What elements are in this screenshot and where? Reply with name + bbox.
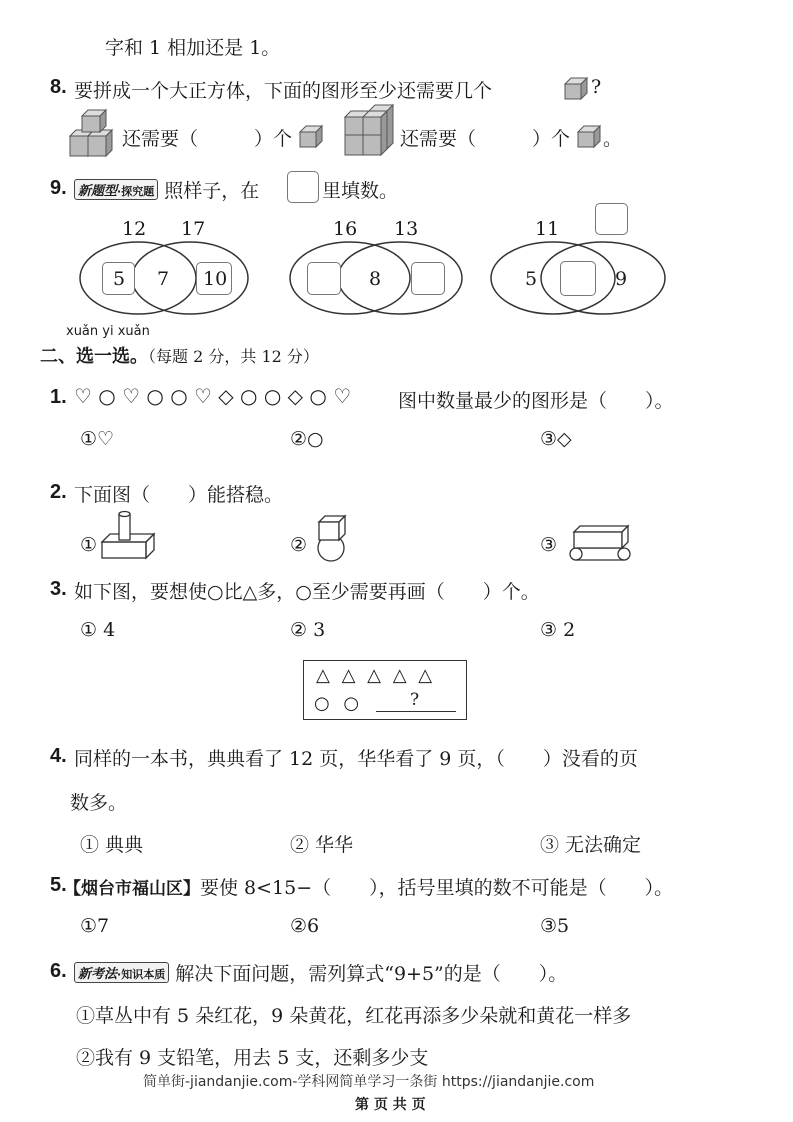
- choice-6-option-b[interactable]: ②我有 9 支铅笔，用去 5 支，还剩多少支: [76, 1047, 429, 1069]
- section-pinyin: xuǎn yi xuǎn: [66, 324, 150, 339]
- question-8-prompt: 要拼成一个大正方体，下面的图形至少还需要几个: [74, 80, 493, 102]
- example-box: [287, 171, 319, 203]
- question-8-text: [74, 76, 492, 103]
- venn2-middle-value: 8: [369, 268, 382, 290]
- venn2-left-top: 16: [333, 218, 358, 240]
- choice-5-text: 要使 8<15−（ ），括号里填的数不可能是（ ）。: [200, 877, 674, 899]
- new-type-badge: 新题型·探究题: [74, 179, 158, 200]
- choice-5-option-a[interactable]: ①7: [80, 915, 110, 937]
- venn3-middle-box[interactable]: [560, 261, 596, 296]
- question-9-number: 9.: [50, 177, 67, 199]
- choice-1-text: 图中数量最少的图形是（ ）。: [398, 390, 674, 412]
- venn3-right-value: 9: [615, 268, 628, 290]
- venn1-left-top: 12: [122, 218, 147, 240]
- cube-on-sphere-figure: [313, 508, 353, 562]
- venn1-left-value: 5: [113, 268, 126, 290]
- venn2-right-box[interactable]: [411, 262, 445, 295]
- cube-stack-figure-2: [345, 103, 401, 159]
- section-note: （每题 2 分，共 12 分）: [148, 347, 319, 366]
- badge-tag-label: 探究题: [121, 185, 155, 198]
- choice-1-option-c[interactable]: ③◇: [540, 428, 572, 450]
- choice-2-option-b[interactable]: ②: [290, 534, 308, 556]
- choice-1-number: 1.: [50, 386, 67, 408]
- choice-6-option-a[interactable]: ①草丛中有 5 朵红花，9 朵黄花，红花再添多少朵就和黄花一样多: [76, 1005, 632, 1027]
- circle-row: ○ ○: [314, 693, 364, 714]
- cube-stack-figure-1: [70, 108, 122, 158]
- footer-watermark: 简单街-jiandanjie.com-学科网简单学习一条街 https://jiandanjie.com: [143, 1074, 595, 1090]
- question-8-suffix: ?: [591, 76, 602, 98]
- question-8-number: 8.: [50, 76, 67, 98]
- venn2-left-box[interactable]: [307, 262, 341, 295]
- badge6-tag-label: 知识本质: [121, 968, 166, 981]
- choice-4-number: 4.: [50, 745, 67, 767]
- part2-end: ）个: [532, 128, 571, 150]
- choice-2-option-c[interactable]: ③: [540, 534, 558, 556]
- venn1-right-value: 10: [203, 268, 228, 290]
- cube-icon: [563, 76, 589, 100]
- new-method-badge: 新考法·知识本质: [74, 962, 169, 983]
- choice-2-number: 2.: [50, 481, 67, 503]
- cube-icon: [298, 124, 324, 148]
- question-8-part2: [400, 124, 570, 151]
- choice-5-option-c[interactable]: ③5: [540, 915, 570, 937]
- question-9-line: [74, 176, 259, 203]
- answer-blank-line[interactable]: [376, 711, 456, 712]
- question-mark: ?: [410, 690, 420, 710]
- section-title-line: [40, 342, 319, 368]
- choice-2-option-a[interactable]: ①: [80, 534, 98, 556]
- question-8-part1: [122, 124, 292, 151]
- choice-4-option-c[interactable]: ③ 无法确定: [540, 834, 642, 856]
- choice-6-line: [74, 959, 567, 986]
- shape-count-box: [303, 660, 467, 720]
- choice-4-option-a[interactable]: ① 典典: [80, 834, 144, 856]
- question-8-end: 。: [603, 128, 623, 150]
- triangle-row: △ △ △ △ △: [316, 665, 436, 686]
- part2-label: 还需要（: [400, 128, 477, 150]
- badge-new-label: 新题型: [78, 184, 118, 199]
- choice-3-text: 如下图，要想使○比△多，○至少需要再画（ ）个。: [74, 581, 540, 603]
- section-title: 二、选一选。: [40, 346, 148, 367]
- cylinder-on-block-figure: [100, 510, 156, 560]
- choice-3-option-a[interactable]: ① 4: [80, 619, 116, 641]
- region-tag: 【烟台市福山区】: [64, 879, 200, 899]
- venn3-left-value: 5: [525, 268, 538, 290]
- part1-end: ）个: [254, 128, 293, 150]
- choice-3-option-c[interactable]: ③ 2: [540, 619, 576, 641]
- choice-2-text: 下面图（ ）能搭稳。: [74, 484, 284, 506]
- choice-3-option-b[interactable]: ② 3: [290, 619, 326, 641]
- choice-5-option-b[interactable]: ②6: [290, 915, 320, 937]
- choice-4-line1: 同样的一本书，典典看了 12 页，华华看了 9 页，（ ）没看的页: [74, 748, 638, 770]
- part1-label: 还需要（: [122, 128, 199, 150]
- page-number: 第 页 共 页: [355, 1097, 426, 1113]
- venn1-right-top: 17: [181, 218, 206, 240]
- venn1-middle-value: 7: [157, 268, 170, 290]
- block-on-cylinders-figure: [566, 522, 636, 562]
- badge6-new-label: 新考法: [78, 967, 118, 982]
- question-9-text-a: 照样子，在: [164, 180, 260, 202]
- question-9-text-b: 里填数。: [322, 180, 399, 202]
- choice-5-line: [64, 873, 673, 900]
- choice-1-option-a[interactable]: ①♡: [80, 428, 115, 450]
- choice-4-line2: 数多。: [70, 792, 128, 814]
- choice-6-text: 解决下面问题，需列算式“9+5”的是（ ）。: [175, 963, 568, 985]
- venn3-left-top: 11: [535, 218, 560, 240]
- cube-icon: [576, 124, 602, 148]
- choice-6-number: 6.: [50, 960, 67, 982]
- choice-1-shapes: ♡ ○ ♡ ○ ○ ♡ ◇ ○ ○ ◇ ○ ♡: [74, 384, 352, 408]
- venn3-right-top-box[interactable]: [595, 203, 628, 235]
- choice-3-number: 3.: [50, 578, 67, 600]
- choice-5-number: 5.: [50, 874, 67, 896]
- venn2-right-top: 13: [394, 218, 419, 240]
- choice-1-option-b[interactable]: ②○: [290, 428, 324, 450]
- continued-text: 字和 1 相加还是 1。: [105, 37, 281, 59]
- choice-4-option-b[interactable]: ② 华华: [290, 834, 354, 856]
